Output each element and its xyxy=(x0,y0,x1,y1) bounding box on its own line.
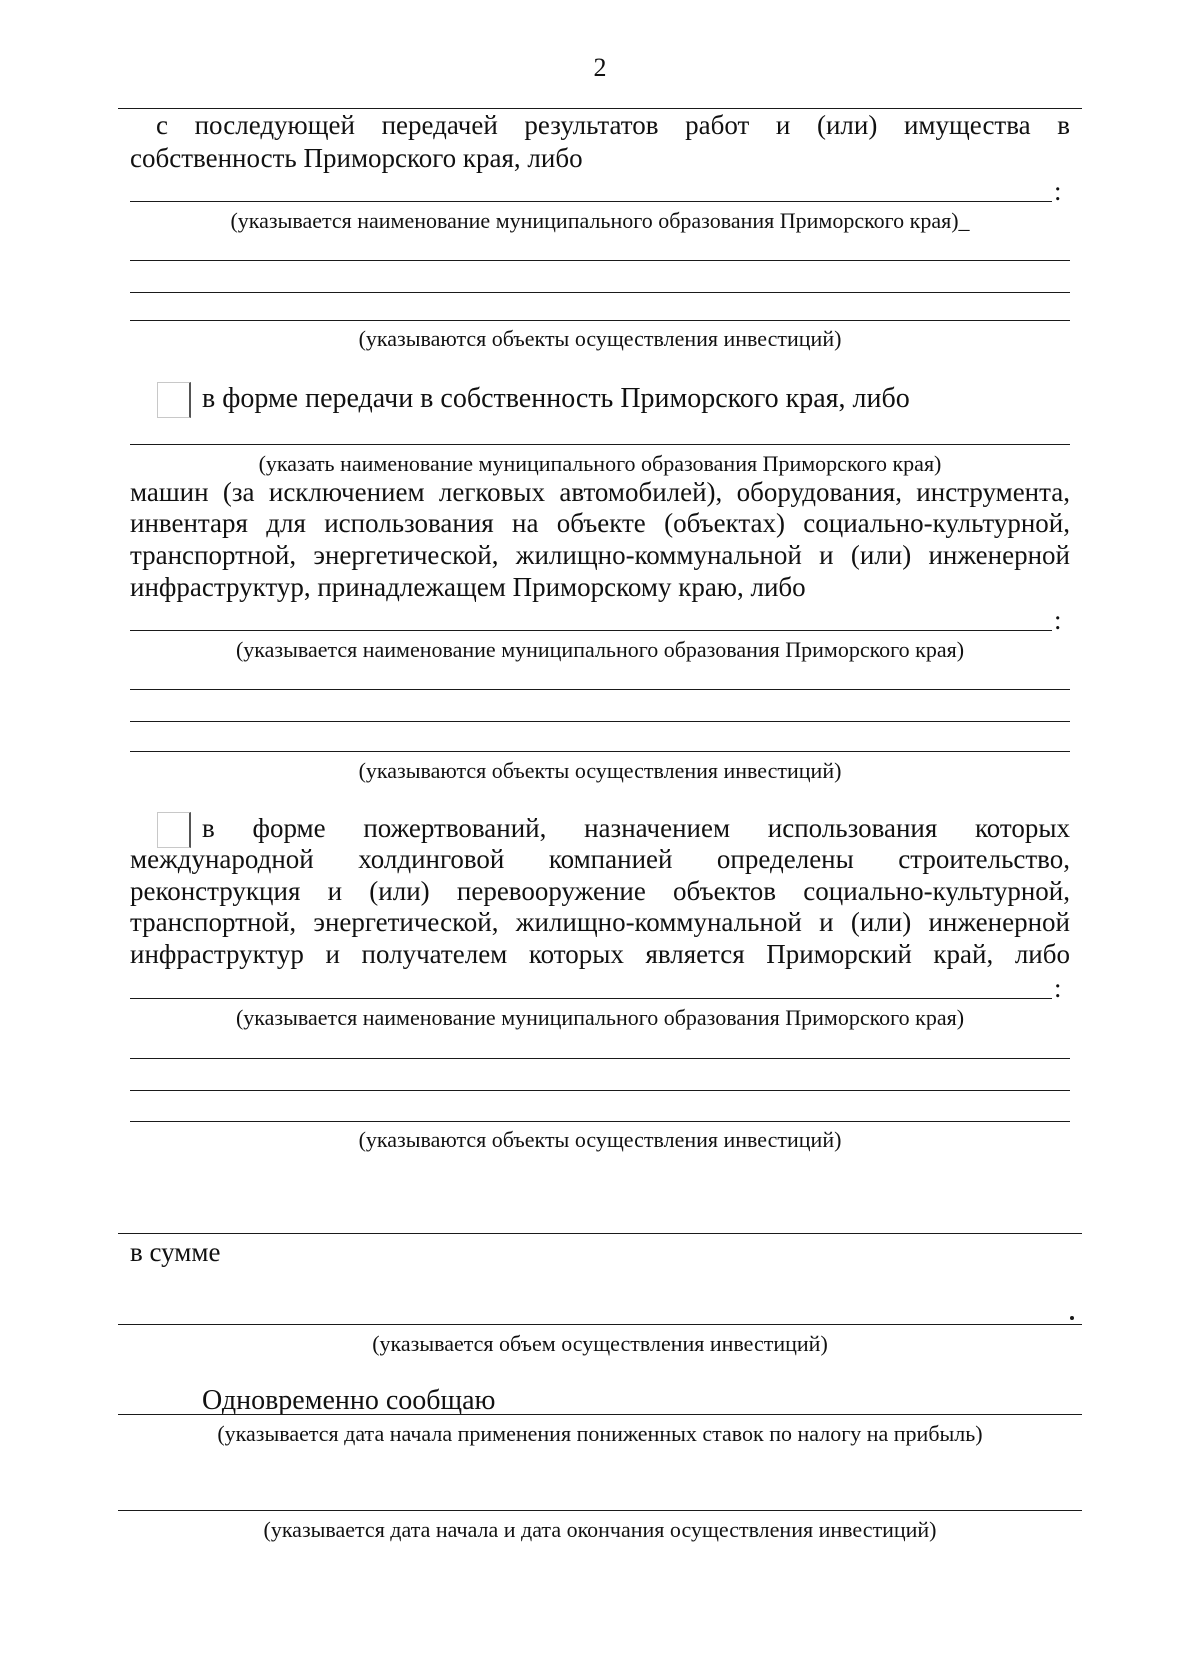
amount-top-rule xyxy=(118,1233,1082,1234)
fill-colon-2: : xyxy=(1054,605,1062,635)
objects-fill-line-3b[interactable] xyxy=(130,1090,1070,1091)
section2-line1: машин (за исключением легковых автомобилей), оборудования, инструмента, xyxy=(130,477,1070,507)
objects-fill-line-2a[interactable] xyxy=(130,689,1070,690)
section3-line3: реконструкция и (или) перевооружение объектов социально-культурной, xyxy=(130,876,1070,906)
transfer-form-checkbox[interactable] xyxy=(157,382,191,418)
caption-municipality-2: (указать наименование муниципального образования Приморского края) xyxy=(258,451,942,476)
section2-line4: инфраструктур, принадлежащем Приморскому краю, либо xyxy=(130,572,806,602)
caption-municipality-1: (указывается наименование муниципального образования Приморского края)_ xyxy=(230,208,970,233)
municipality-fill-line-1[interactable] xyxy=(130,201,1052,202)
donation-form-checkbox[interactable] xyxy=(157,812,191,848)
section3-line4: транспортной, энергетической, жилищно-коммунальной и (или) инженерной xyxy=(130,907,1070,937)
municipality-fill-line-4[interactable] xyxy=(130,998,1052,999)
investment-dates-fill-line[interactable] xyxy=(118,1510,1082,1511)
fill-colon-3: : xyxy=(1054,973,1062,1003)
caption-objects-2: (указываются объекты осуществления инвестиций) xyxy=(358,758,842,783)
objects-fill-line-1a[interactable] xyxy=(130,260,1070,261)
caption-objects-1: (указываются объекты осуществления инвестиций) xyxy=(358,326,842,351)
top-rule xyxy=(118,108,1082,109)
objects-fill-line-2b[interactable] xyxy=(130,721,1070,722)
caption-municipality-3: (указывается наименование муниципального образования Приморского края) xyxy=(235,637,965,662)
rates-date-fill-line[interactable] xyxy=(118,1414,1082,1415)
section2-line3: транспортной, энергетической, жилищно-коммунальной и (или) инженерной xyxy=(130,540,1070,570)
amount-label: в сумме xyxy=(130,1237,221,1267)
section2-heading: в форме передачи в собственность Приморского края, либо xyxy=(202,383,910,414)
caption-objects-3: (указываются объекты осуществления инвестиций) xyxy=(358,1127,842,1152)
objects-fill-line-3c[interactable] xyxy=(130,1121,1070,1122)
notice-text: Одновременно сообщаю xyxy=(202,1385,496,1416)
objects-fill-line-1c[interactable] xyxy=(130,320,1070,321)
municipality-fill-line-3[interactable] xyxy=(130,630,1052,631)
municipality-fill-line-2[interactable] xyxy=(130,444,1070,445)
caption-municipality-4: (указывается наименование муниципального образования Приморского края) xyxy=(235,1005,965,1030)
objects-fill-line-3a[interactable] xyxy=(130,1058,1070,1059)
section3-line2: международной холдинговой компанией определены строительство, xyxy=(130,844,1070,874)
amount-fill-line[interactable] xyxy=(118,1324,1082,1325)
objects-fill-line-1b[interactable] xyxy=(130,292,1070,293)
section2-line2: инвентаря для использования на объекте (объектах) социально-культурной, xyxy=(130,508,1070,538)
caption-investment-dates: (указывается дата начала и дата окончания осуществления инвестиций) xyxy=(263,1517,937,1542)
fill-colon-1: : xyxy=(1054,176,1062,206)
caption-amount: (указывается объем осуществления инвестиций) xyxy=(372,1331,828,1356)
section1-line2: собственность Приморского края, либо xyxy=(130,143,583,173)
page-number: 2 xyxy=(593,53,607,82)
caption-rates-date: (указывается дата начала применения пониженных ставок по налогу на прибыль) xyxy=(217,1421,983,1446)
section1-line1: с последующей передачей результатов работ и (или) имущества в xyxy=(156,110,1070,140)
amount-period xyxy=(1070,1316,1074,1320)
objects-fill-line-2c[interactable] xyxy=(130,751,1070,752)
section3-line1: в форме пожертвований, назначением использования которых xyxy=(202,813,1070,843)
section3-line5: инфраструктур и получателем которых является Приморский край, либо xyxy=(130,939,1070,969)
